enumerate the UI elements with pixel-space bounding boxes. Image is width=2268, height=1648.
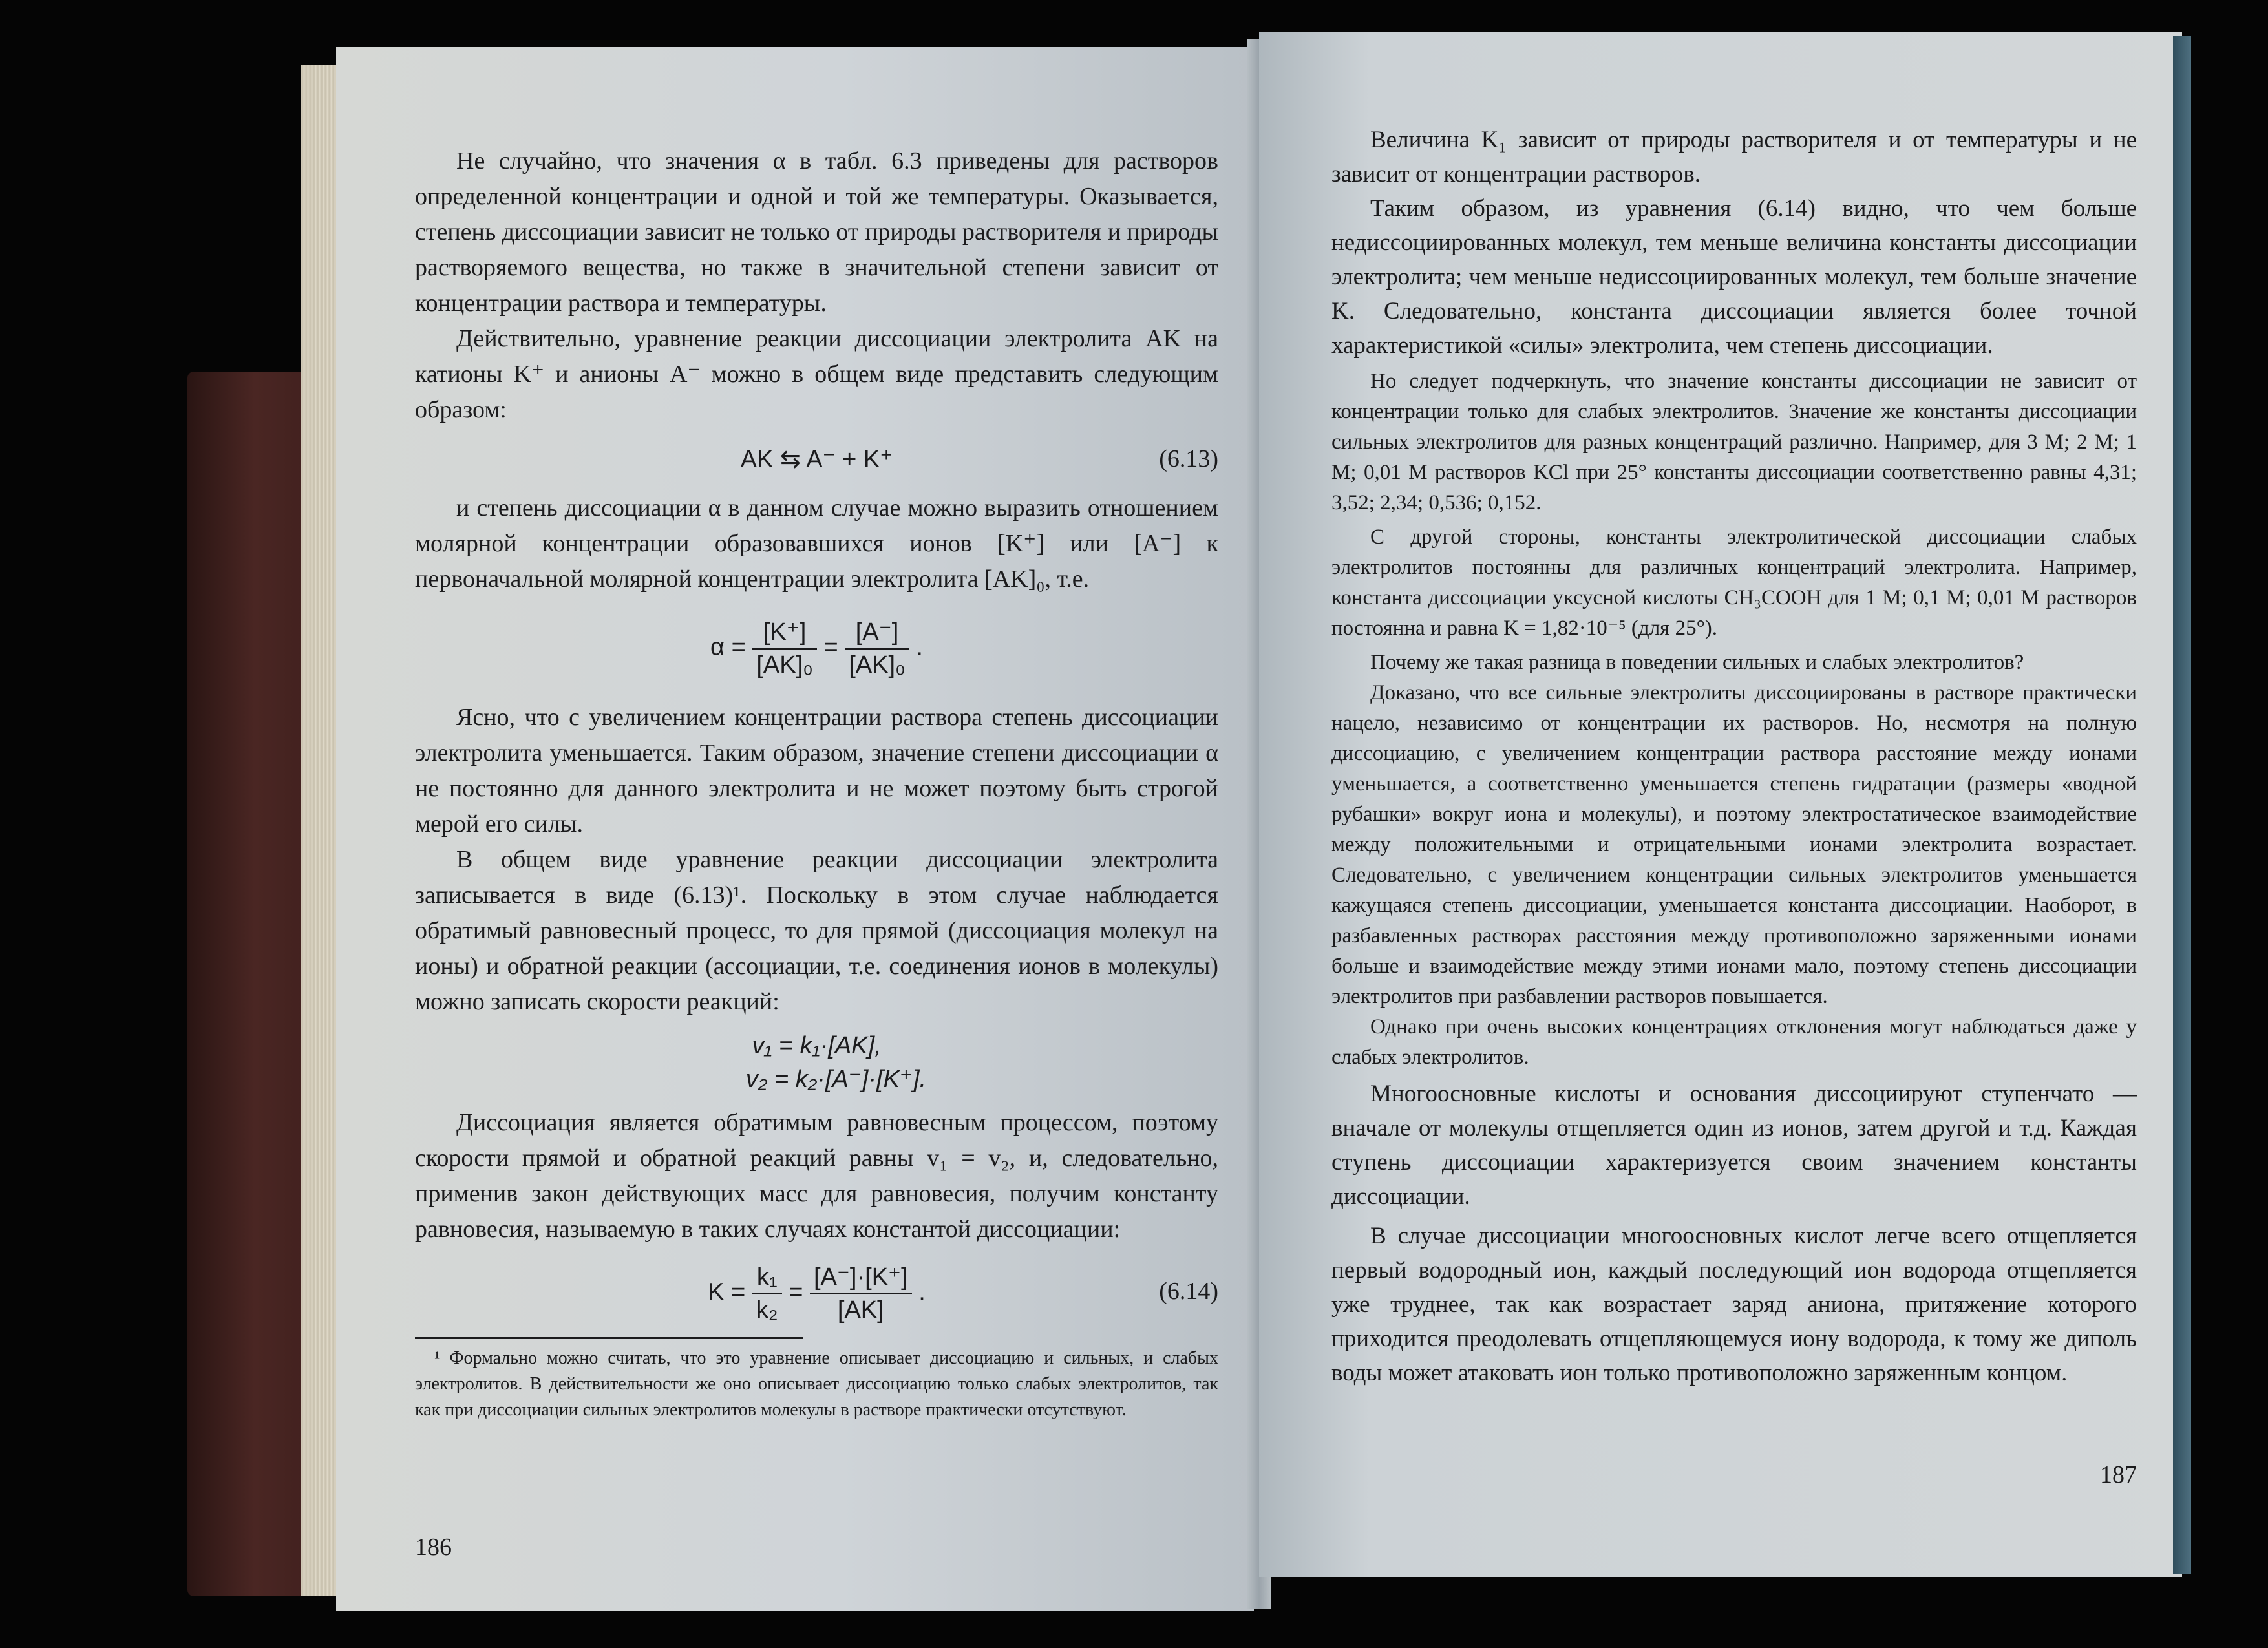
right-paragraph-7: Однако при очень высоких концентрациях отклонения могут наблюдаться даже у слабых электролитов. [1331, 1015, 2137, 1069]
alpha-equals: = [823, 633, 838, 661]
alpha-equation [415, 617, 1218, 681]
rate-equation-2: v₂ = k₂·[A⁻]·[K⁺]. [745, 1066, 927, 1093]
page-number-right: 187 [2100, 1461, 2137, 1488]
equation-6-13-number: (6.13) [1159, 445, 1218, 472]
right-paragraph-9: В случае диссоциации многоосновных кислот легче всего отщепляется первый водородный ион, каждый последующий ион водорода отщепляется уже труднее, так как возрастает заряд аниона, притяжение которого приходится преодолевать отщепляющемуся иону водорода, к тому же диполь воды может атаковать ион только противоположно заряженным концом. [1331, 1223, 2137, 1386]
alpha-denominator-1: [AK]₀ [756, 651, 813, 679]
alpha-lhs: α = [710, 633, 746, 661]
equation-6-14 [415, 1262, 1218, 1326]
equation-6-14-number: (6.14) [1159, 1278, 1218, 1305]
alpha-period: . [916, 633, 923, 661]
k-numerator-1: k₁ [752, 1262, 782, 1294]
rate-equation-1: v₁ = k₁·[AK], [752, 1032, 882, 1059]
right-paragraph-5: Почему же такая разница в поведении сильных и слабых электролитов? [1370, 651, 2024, 674]
left-paragraph-5: В общем виде уравнение реакции диссоциации электролита записывается в виде (6.13)¹. Поскольку в этом случае наблюдается обратимый равновесный процесс, то для прямой (диссоциация молекул на ионы) и обратной реакции (ассоциации, т.е. соединения ионов в молекулы) можно записать скорости реакций: [415, 846, 1218, 1015]
right-paragraph-8: Многоосновные кислоты и основания диссоциируют ступенчато — вначале от молекулы отщепляется один из ионов, затем другой и т.д. Каждая ступень диссоциации характеризуется своим значением константы диссоциации. [1331, 1081, 2137, 1210]
right-page [1259, 32, 2182, 1577]
left-paragraph-1: Не случайно, что значения α в табл. 6.3 приведены для растворов определенной концентрации и одной и той же температуры. Оказывается, степень диссоциации зависит не только от природы растворителя и природы растворяемого вещества, но также в значительной степени зависит от концентрации раствора и температуры. [415, 147, 1218, 317]
k-numerator-2: [A⁻]·[K⁺] [810, 1262, 912, 1294]
left-page [336, 47, 1254, 1611]
left-paragraph-2: Действительно, уравнение реакции диссоциации электролита AK на катионы K⁺ и анионы A⁻ можно в общем виде представить следующим образом: [415, 325, 1218, 423]
alpha-numerator-2: [A⁻] [845, 617, 909, 650]
alpha-fraction-2 [845, 617, 909, 681]
right-cover-edge [2173, 36, 2191, 1574]
alpha-numerator-1: [K⁺] [752, 617, 817, 650]
footnote: ¹ Формально можно считать, что это уравнение описывает диссоциацию и сильных, и слабых электролитов. В действительности же оно описывает диссоциацию только слабых электролитов, так как при диссоциации сильных электролитов молекулы в растворе практически отсутствуют. [415, 1348, 1218, 1420]
page-number-left: 186 [415, 1534, 452, 1561]
alpha-denominator-2: [AK]₀ [849, 651, 906, 679]
left-paragraph-4: Ясно, что с увеличением концентрации раствора степень диссоциации электролита уменьшается. Таким образом, значение степени диссоциации α не постоянно для данного электролита и не может поэтому быть строгой мерой его силы. [415, 704, 1218, 838]
k-fraction-2 [810, 1262, 912, 1326]
equation-6-13 [415, 445, 1218, 474]
k-denominator-1: k₂ [756, 1296, 778, 1324]
rate-equations [415, 1029, 1218, 1096]
k-fraction-1 [752, 1262, 782, 1326]
k-equals: = [789, 1278, 803, 1306]
right-paragraph-4: С другой стороны, константы электролитической диссоциации слабых электролитов постоянны для различных концентраций электролита. Например, константа диссоциации уксусной кислоты CH₃COOH для 1 М; 0,1 М; 0,01 М растворов постоянна и равна K = 1,82·10⁻⁵ (для 25°). [1331, 525, 2137, 640]
k-period: . [918, 1278, 926, 1306]
right-paragraph-3: Но следует подчеркнуть, что значение константы диссоциации не зависит от концентрации только для слабых электролитов. Значение же константы диссоциации сильных электролитов для разных концентраций различно. Например, для 3 М; 2 М; 1 М; 0,01 М растворов KCl при 25° константы диссоциации соответственно равны 4,31; 3,52; 2,34; 0,536; 0,152. [1331, 370, 2137, 514]
right-paragraph-1: Величина K₁ зависит от природы растворителя и от температуры и не зависит от концентрации растворов. [1331, 127, 2137, 187]
equation-6-13-expression: AK ⇆ A⁻ + K⁺ [740, 446, 893, 473]
alpha-fraction-1 [752, 617, 817, 681]
left-paragraph-3: и степень диссоциации α в данном случае можно выразить отношением молярной концентрации образовавшихся ионов [K⁺] или [A⁻] к первоначальной молярной концентрации электролита [AK]₀, т.е. [415, 494, 1218, 593]
left-paragraph-6: Диссоциация является обратимым равновесным процессом, поэтому скорости прямой и обратной реакций равны v₁ = v₂, и, следовательно, применив закон действующих масс для равновесия, получим константу равновесия, называемую в таких случаях константой диссоциации: [415, 1109, 1218, 1243]
right-paragraph-2: Таким образом, из уравнения (6.14) видно, что чем больше недиссоциированных молекул, тем меньше величина константы диссоциации электролита; чем меньше недиссоциированных молекул, тем больше значение K. Следовательно, константа диссоциации является более точной характеристикой «силы» электролита, чем степень диссоциации. [1331, 195, 2137, 359]
k-lhs: K = [708, 1278, 746, 1306]
footnote-rule [415, 1337, 803, 1339]
k-denominator-2: [AK] [837, 1296, 884, 1324]
right-paragraph-6: Доказано, что все сильные электролиты диссоциированы в растворе практически нацело, независимо от концентрации их растворов. Но, несмотря на полную диссоциацию, с увеличением концентрации раствора расстояние между ионами уменьшается, а соответственно уменьшается степень гидратации (размеры «водной рубашки» вокруг иона и молекулы), и поэтому электростатическое взаимодействие между положительными и отрицательными ионами электролита возрастает. Следовательно, с увеличением концентрации сильных электролитов уменьшается кажущаяся степень диссоциации, уменьшается константа диссоциации. Наоборот, в разбавленных растворах расстояния между противоположно заряженными ионами больше и взаимодействие между этими ионами мало, поэтому степень диссоциации электролитов при разбавлении растворов повышается. [1331, 681, 2137, 1008]
